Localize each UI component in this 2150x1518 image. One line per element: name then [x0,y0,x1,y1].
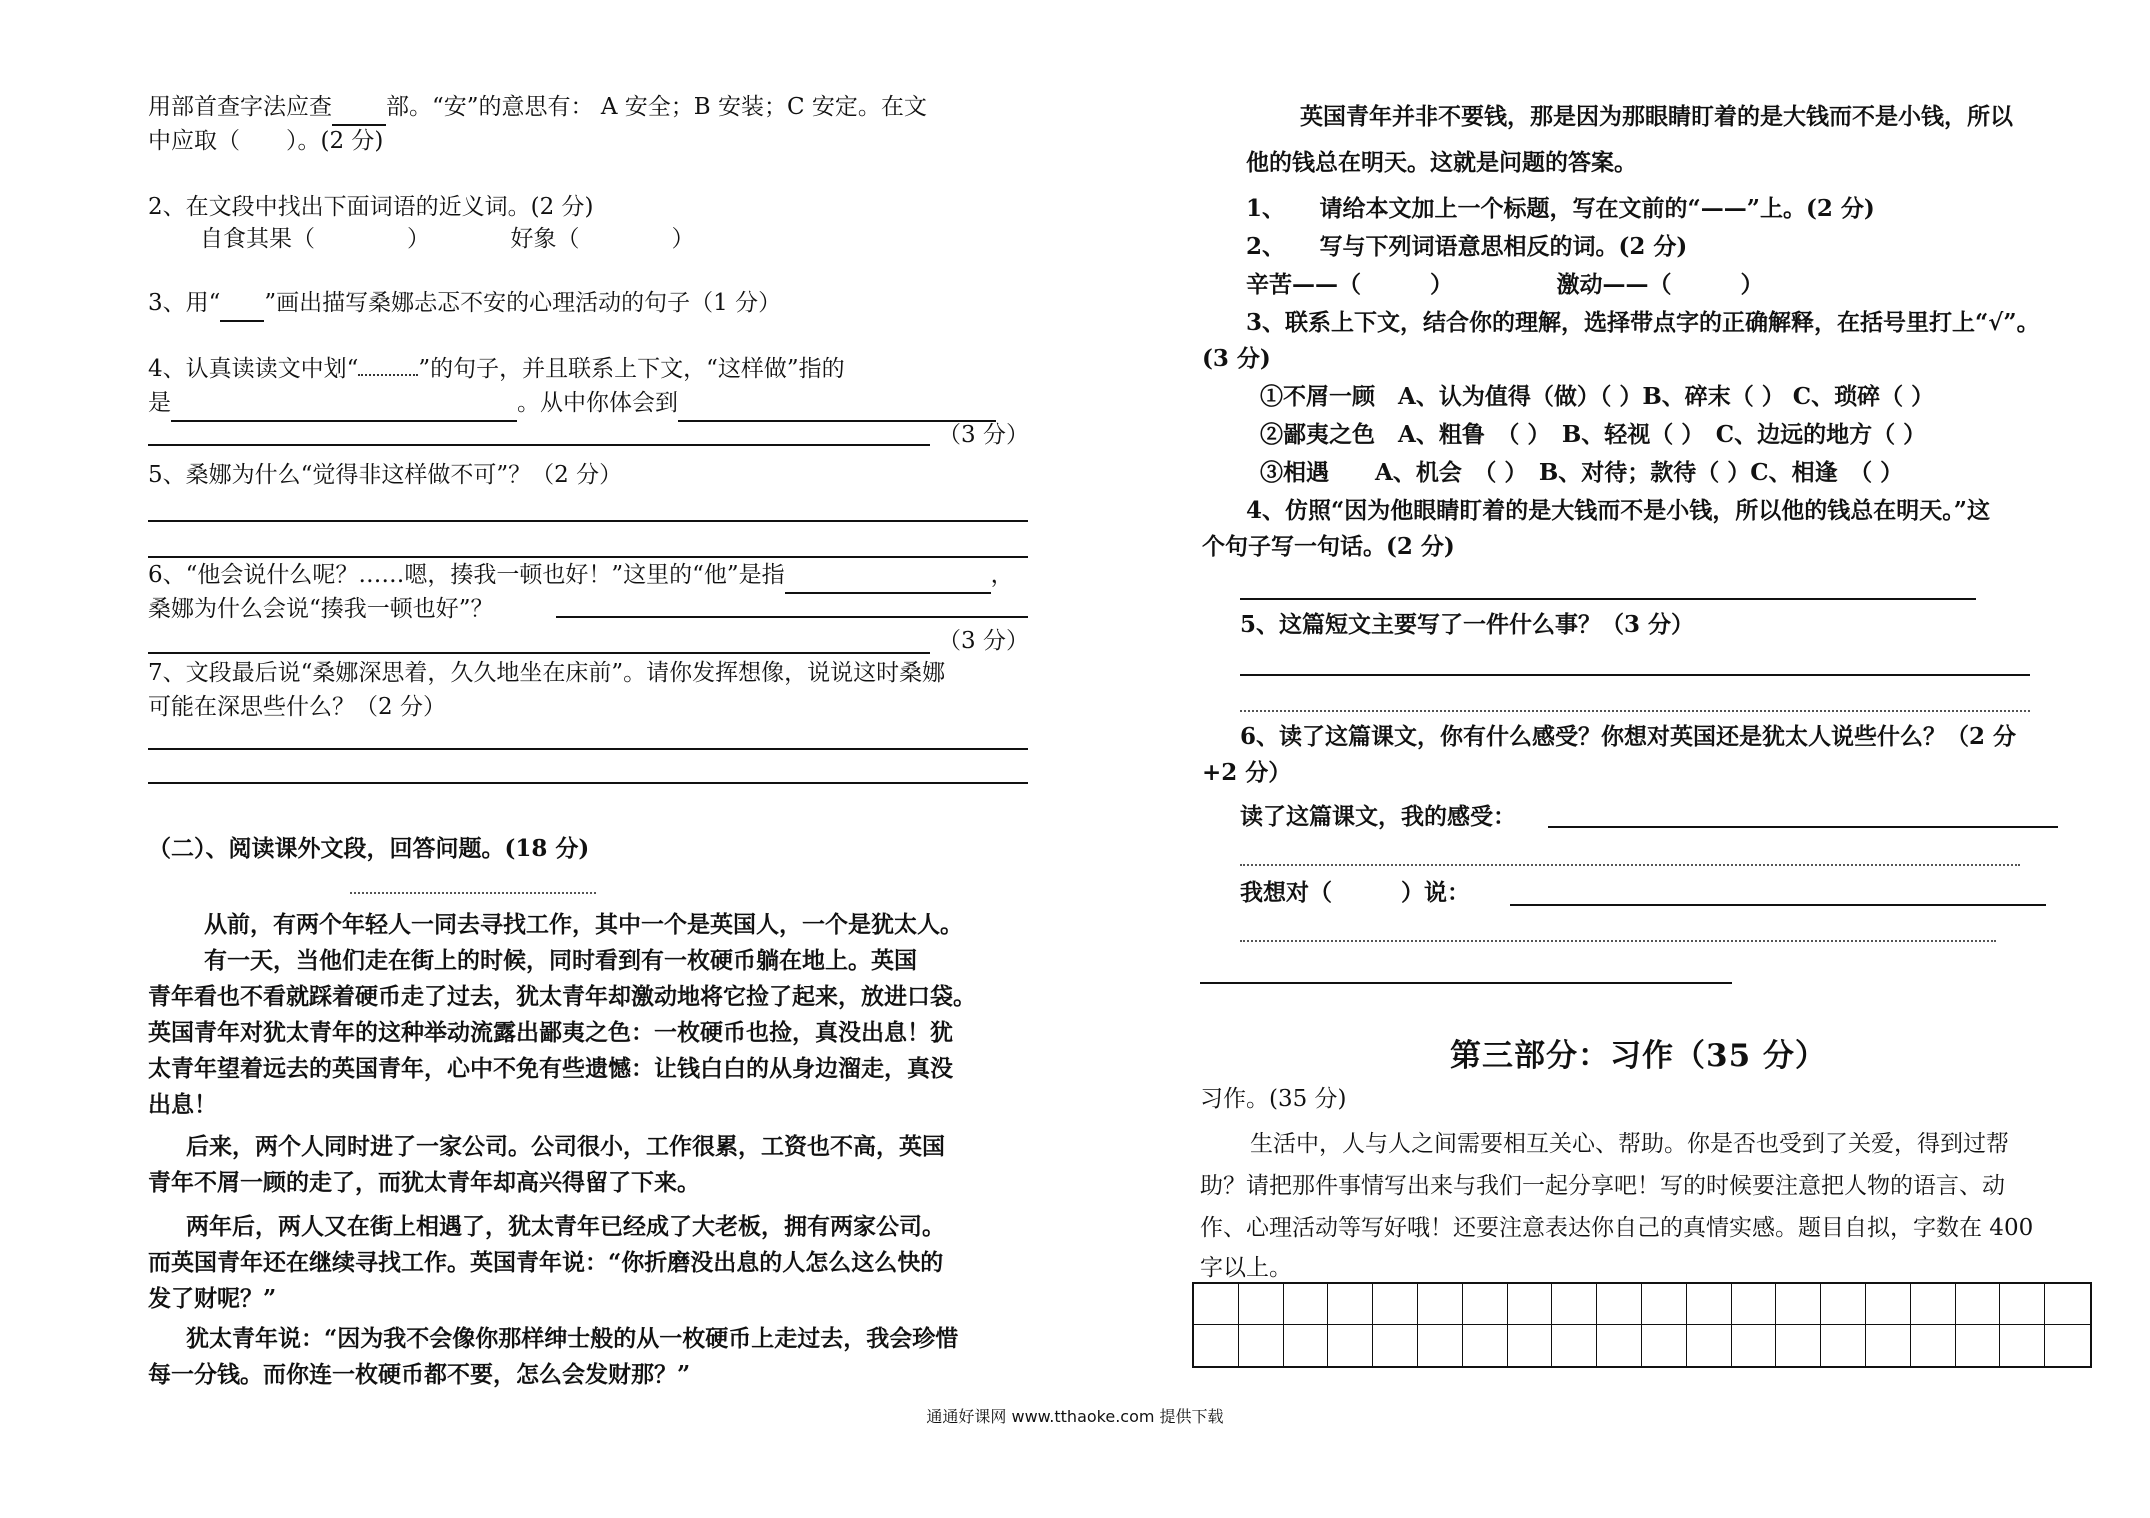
grid-cell[interactable] [1866,1325,1911,1366]
underline-mark [220,286,264,322]
story-para-2-line3: 英国青年对犹太青年的这种举动流露出鄙夷之色：一枚硬币也捡，真没出息！犹 [148,1019,953,1046]
story-para-5-line1: 犹太青年说：“因为我不会像你那样绅士般的从一枚硬币上走过去，我会珍惜 [186,1325,959,1352]
grid-cell[interactable] [2000,1284,2045,1325]
story-para-6-line2: 他的钱总在明天。这就是问题的答案。 [1246,149,1637,176]
grid-cell[interactable] [1956,1284,2001,1325]
answer-line[interactable] [1240,598,1976,600]
answer-blank[interactable] [171,386,517,422]
right-question-2-items: 辛苦——（ ） 激动——（ ） [1246,271,1764,298]
right-question-2: 2、 写与下列词语意思相反的词。(2 分) [1246,233,1688,260]
answer-line[interactable] [1240,710,2030,712]
grid-cell[interactable] [1732,1325,1777,1366]
answer-blank[interactable] [678,386,996,422]
question-4-line2: 是 。从中你体会到 [148,386,996,422]
question-5: 5、桑娜为什么“觉得非这样做不可”？（2 分） [148,462,623,488]
grid-cell[interactable] [1373,1325,1418,1366]
answer-line[interactable] [1240,864,2020,866]
grid-cell[interactable] [1552,1325,1597,1366]
question-7-line2: 可能在深思些什么？（2 分） [148,694,446,720]
question-4-score: （3 分） [938,422,1029,448]
grid-cell[interactable] [1508,1325,1553,1366]
grid-cell[interactable] [1956,1325,2001,1366]
right-question-3-line1: 3、联系上下文，结合你的理解，选择带点字的正确解释，在括号里打上“√”。 [1246,309,2040,336]
essay-label: 习作。(35 分) [1200,1086,1347,1112]
grid-cell[interactable] [1328,1325,1373,1366]
right-question-3-line2: (3 分) [1202,345,1271,372]
answer-line[interactable] [1240,940,1996,942]
right-question-4-line1: 4、仿照“因为他眼睛盯着的是大钱而不是小钱，所以他的钱总在明天。”这 [1246,497,1990,524]
grid-cell[interactable] [2045,1325,2090,1366]
grid-cell[interactable] [1194,1284,1239,1325]
right-question-1: 1、 请给本文加上一个标题，写在文前的“——”上。(2 分) [1246,195,1875,222]
right-question-5: 5、这篇短文主要写了一件什么事？（3 分） [1240,611,1695,638]
grid-cell[interactable] [1373,1284,1418,1325]
question-4-line1: 4、认真读读文中划“ ”的句子，并且联系上下文，“这样做”指的 [148,356,845,382]
grid-cell[interactable] [2000,1325,2045,1366]
answer-line[interactable] [148,444,930,446]
grid-cell[interactable] [1687,1325,1732,1366]
speak-answer-line[interactable] [1510,904,2046,906]
essay-prompt-line3: 作、心理活动等写好哦！还要注意表达你自己的真情实感。题目自拟，字数在 400 [1200,1215,2034,1241]
right-question-4-line2: 个句子写一句话。(2 分) [1202,533,1455,560]
story-para-3-line2: 青年不屑一顾的走了，而犹太青年却高兴得留了下来。 [148,1169,700,1196]
grid-cell[interactable] [1239,1284,1284,1325]
grid-cell[interactable] [1642,1284,1687,1325]
story-para-1: 从前，有两个年轻人一同去寻找工作，其中一个是英国人，一个是犹太人。 [204,911,963,938]
story-para-3-line1: 后来，两个人同时进了一家公司。公司很小，工作很累，工资也不高，英国 [186,1133,945,1160]
grid-cell[interactable] [1284,1284,1329,1325]
q1-line1: 用部首查字法应查 部。“安”的意思有： A 安全；B 安装；C 安定。在文 [148,90,927,126]
grid-cell[interactable] [1463,1325,1508,1366]
divider [1200,982,1732,984]
grid-cell[interactable] [1418,1284,1463,1325]
grid-cell[interactable] [1642,1325,1687,1366]
answer-line[interactable] [1240,674,2030,676]
question-6-line2: 桑娜为什么会说“揍我一顿也好”？ [148,596,494,622]
right-question-3-item3: ③相遇 A、机会 （ ） B、对待；款待（ ）C、相逢 （ ） [1260,459,1904,486]
question-6-score: （3 分） [938,628,1029,654]
story-para-4-line3: 发了财呢？” [148,1285,277,1312]
answer-line[interactable] [148,782,1028,784]
grid-cell[interactable] [1821,1325,1866,1366]
title-blank[interactable] [350,892,596,894]
grid-cell[interactable] [2045,1284,2090,1325]
grid-cell[interactable] [1911,1284,1956,1325]
grid-cell[interactable] [1866,1284,1911,1325]
story-para-6-line1: 英国青年并非不要钱，那是因为那眼睛盯着的是大钱而不是小钱，所以 [1300,103,2013,130]
feeling-answer-line[interactable] [1548,826,2058,828]
grid-cell[interactable] [1463,1284,1508,1325]
right-question-6-line1: 6、读了这篇课文，你有什么感受？你想对英国还是犹太人说些什么？（2 分 [1240,723,2017,750]
section-2-title: （二）、阅读课外文段，回答问题。(18 分) [148,835,590,862]
answer-line[interactable] [148,520,1028,522]
answer-blank[interactable] [785,558,991,594]
story-para-2-line2: 青年看也不看就踩着硬币走了过去，犹太青年却激动地将它捡了起来，放进口袋。 [148,983,976,1010]
grid-cell[interactable] [1597,1325,1642,1366]
q1-line2: 中应取（ ）。(2 分) [148,128,384,154]
part-3-title: 第三部分：习作（35 分） [1450,1038,1827,1074]
grid-cell[interactable] [1194,1325,1239,1366]
grid-cell[interactable] [1597,1284,1642,1325]
right-question-6-line2: +2 分） [1202,759,1292,786]
footer-credit: 通通好课网 www.tthaoke.com 提供下载 [926,1407,1224,1426]
story-para-5-line2: 每一分钱。而你连一枚硬币都不要，怎么会发财那？” [148,1361,691,1388]
grid-cell[interactable] [1508,1284,1553,1325]
answer-line[interactable] [148,652,930,654]
grid-cell[interactable] [1418,1325,1463,1366]
right-question-3-item1: ①不屑一顾 A、认为值得（做）（ ）B、碎末（ ） C、琐碎（ ） [1260,383,1935,410]
story-para-2-line5: 出息！ [148,1091,217,1118]
wavy-mark [358,360,418,376]
question-2-items: 自食其果（ ） 好象（ ） [200,226,695,252]
story-para-2-line1: 有一天，当他们走在街上的时候，同时看到有一枚硬币躺在地上。英国 [204,947,917,974]
story-para-2-line4: 太青年望着远去的英国青年，心中不免有些遗憾：让钱白白的从身边溜走，真没 [148,1055,953,1082]
grid-cell[interactable] [1821,1284,1866,1325]
grid-cell[interactable] [1328,1284,1373,1325]
grid-cell[interactable] [1732,1284,1777,1325]
grid-cell[interactable] [1284,1325,1329,1366]
essay-prompt-line4: 字以上。 [1200,1255,1292,1281]
grid-cell[interactable] [1687,1284,1732,1325]
grid-cell[interactable] [1911,1325,1956,1366]
question-6-line1: 6、“他会说什么呢？……嗯，揍我一顿也好！”这里的“他”是指 ， [148,558,1014,594]
question-2: 2、在文段中找出下面词语的近义词。(2 分) [148,194,594,220]
grid-cell[interactable] [1239,1325,1284,1366]
essay-prompt-line2: 助？请把那件事情写出来与我们一起分享吧！写的时候要注意把人物的语言、动 [1200,1173,2005,1199]
grid-cell[interactable] [1776,1325,1821,1366]
right-question-3-item2: ②鄙夷之色 A、粗鲁 （ ） B、轻视（ ） C、边远的地方（ ） [1260,421,1927,448]
grid-cell[interactable] [1552,1284,1597,1325]
answer-line[interactable] [148,748,1028,750]
speak-to-label: 我想对（ ）说： [1240,879,1470,906]
story-para-4-line1: 两年后，两人又在街上相遇了，犹太青年已经成了大老板，拥有两家公司。 [186,1213,945,1240]
essay-prompt-line1: 生活中，人与人之间需要相互关心、帮助。你是否也受到了关爱，得到过帮 [1250,1131,2009,1157]
answer-line[interactable] [556,616,1028,618]
question-7-line1: 7、文段最后说“桑娜深思着，久久地坐在床前”。请你发挥想像，说说这时桑娜 [148,660,946,686]
feeling-label: 读了这篇课文，我的感受： [1240,803,1516,830]
grid-cell[interactable] [1776,1284,1821,1325]
blank [332,90,386,126]
question-3: 3、用“ ”画出描写桑娜忐忑不安的心理活动的句子（1 分） [148,286,781,322]
story-para-4-line2: 而英国青年还在继续寻找工作。英国青年说：“你折磨没出息的人怎么这么快的 [148,1249,944,1276]
writing-grid[interactable] [1192,1282,2092,1368]
